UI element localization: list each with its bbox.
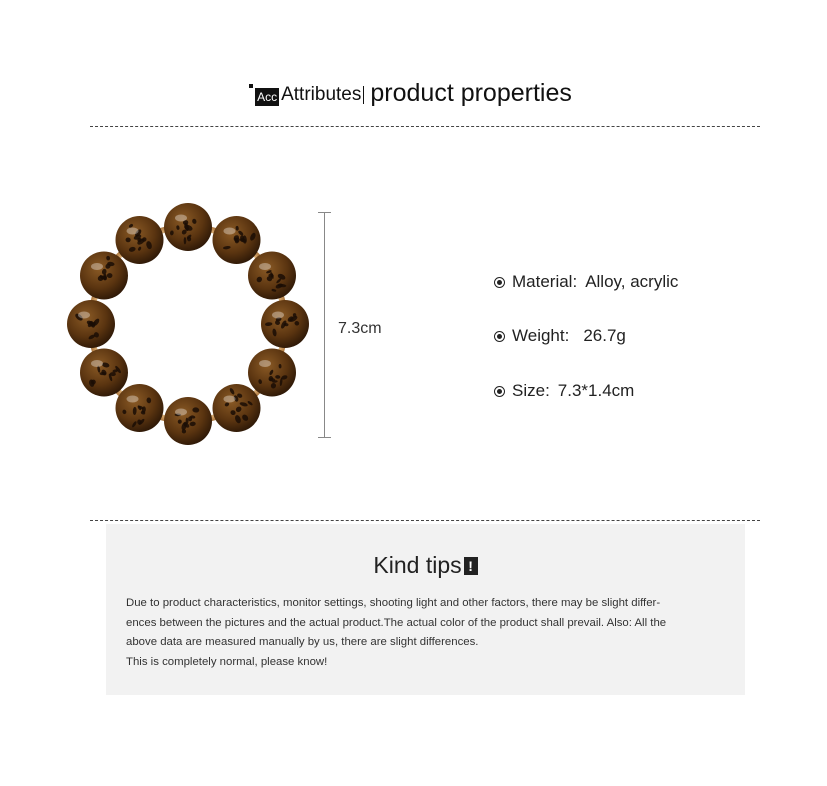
- tips-header: [106, 552, 745, 579]
- measure-line: [324, 212, 325, 438]
- attributes-label: Attributes: [281, 84, 362, 105]
- middle-dashed-divider: [90, 520, 760, 521]
- bracelet-image: [55, 200, 325, 450]
- tips-line: Due to product characteristics, monitor settings, shooting light and other factors, there may be slight differ-: [126, 597, 661, 609]
- bead-highlight: [78, 312, 90, 319]
- spec-value: 7.3*1.4cm: [557, 381, 635, 400]
- header-dot: [249, 84, 253, 88]
- section-header: [0, 80, 827, 120]
- spec-material: [494, 272, 678, 292]
- spec-label: Size:: [512, 381, 550, 400]
- bead-highlight: [259, 360, 271, 367]
- spec-size: [494, 381, 634, 401]
- spec-weight: [494, 326, 626, 346]
- spec-value: Alloy, acrylic: [585, 272, 679, 291]
- bead-highlight: [91, 360, 103, 367]
- page-title: product properties: [370, 79, 572, 107]
- bead-highlight: [127, 227, 139, 234]
- top-dashed-divider: [90, 126, 760, 127]
- bead-highlight: [91, 263, 103, 270]
- header-inner: [255, 80, 572, 106]
- bead-highlight: [272, 312, 284, 319]
- acc-badge: Acc: [257, 90, 278, 104]
- bracelet-beads: [67, 203, 309, 445]
- bead-highlight: [175, 215, 187, 222]
- bullet-circle-icon: [494, 386, 505, 397]
- measure-cap-top: [318, 212, 331, 213]
- kind-tips-panel: [106, 524, 745, 695]
- spec-value: 26.7g: [583, 326, 626, 345]
- bead-highlight: [224, 396, 236, 403]
- exclamation-icon: !: [464, 557, 478, 575]
- tips-body: [126, 594, 736, 672]
- bullet-circle-icon: [494, 331, 505, 342]
- measure-cap-bottom: [318, 437, 331, 438]
- tips-line: This is completely normal, please know!: [126, 655, 328, 668]
- bead-highlight: [175, 409, 187, 416]
- header-divider: [363, 86, 364, 104]
- tips-title: Kind tips: [373, 552, 462, 578]
- height-label: 7.3cm: [338, 320, 382, 337]
- bead-highlight: [224, 227, 236, 234]
- spec-label: Material:: [512, 272, 578, 291]
- tips-line: ences between the pictures and the actual product.The actual color of the product shall prevail. Also: All the: [126, 616, 667, 629]
- bullet-circle-icon: [494, 277, 505, 288]
- bead-highlight: [127, 396, 139, 403]
- spec-label: Weight:: [512, 326, 570, 345]
- bead-highlight: [259, 263, 271, 270]
- height-measure: [317, 212, 333, 438]
- tips-line: above data are measured manually by us, there are slight differences.: [126, 636, 479, 648]
